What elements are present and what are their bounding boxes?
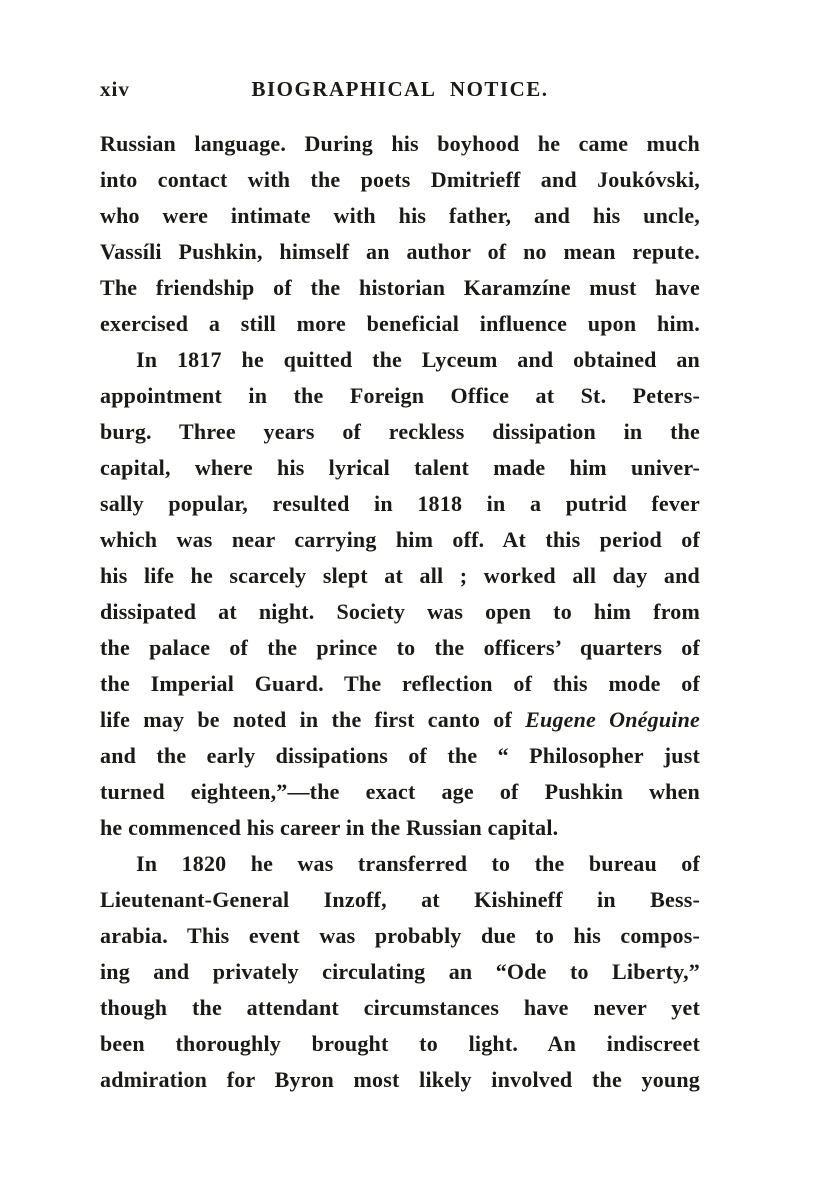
text-line: appointment in the Foreign Office at St. Peters- xyxy=(100,383,700,408)
text-line: and the early dissipations of the “ Philosopher just xyxy=(100,743,700,768)
text-line: turned eighteen,”—the exact age of Pushkin when xyxy=(100,779,700,804)
text-line-with-italic xyxy=(100,702,700,738)
text-line: exercised a still more beneficial influence upon him. xyxy=(100,311,700,336)
text-line: Russian language. During his boyhood he came much xyxy=(100,131,700,156)
text-line: which was near carrying him off. At this period of xyxy=(100,527,700,552)
text-line: his life he scarcely slept at all ; worked all day and xyxy=(100,563,700,588)
page-text xyxy=(100,126,700,1098)
text-line: the palace of the prince to the officers’ quarters of xyxy=(100,635,700,660)
text-line: been thoroughly brought to light. An indiscreet xyxy=(100,1031,700,1056)
text-segment: life may be noted in the first canto of xyxy=(100,707,526,732)
text-line: into contact with the poets Dmitrieff and Joukóvski, xyxy=(100,167,700,192)
text-line: In 1820 he was transferred to the bureau of xyxy=(136,851,700,876)
text-line: who were intimate with his father, and his uncle, xyxy=(100,203,700,228)
text-line: dissipated at night. Society was open to him from xyxy=(100,599,700,624)
running-title: BIOGRAPHICAL NOTICE. xyxy=(251,77,549,101)
text-line: arabia. This event was probably due to his compos- xyxy=(100,923,700,948)
text-line: he commenced his career in the Russian capital. xyxy=(100,815,559,840)
text-line: capital, where his lyrical talent made him univer- xyxy=(100,455,700,480)
text-line: ing and privately circulating an “Ode to Liberty,” xyxy=(100,959,700,984)
text-line: Vassíli Pushkin, himself an author of no mean repute. xyxy=(100,239,700,264)
italic-book-title: Eugene Onéguine xyxy=(525,707,700,732)
text-line: sally popular, resulted in 1818 in a putrid fever xyxy=(100,491,700,516)
text-line: the Imperial Guard. The reflection of this mode of xyxy=(100,671,700,696)
text-line: The friendship of the historian Karamzíne must have xyxy=(100,275,700,300)
text-line: admiration for Byron most likely involved the young xyxy=(100,1067,700,1092)
text-line: though the attendant circumstances have never yet xyxy=(100,995,700,1020)
text-line: burg. Three years of reckless dissipation in the xyxy=(100,419,700,444)
page-number: xiv xyxy=(100,77,130,101)
text-line: In 1817 he quitted the Lyceum and obtained an xyxy=(136,347,700,372)
text-line: Lieutenant-General Inzoff, at Kishineff in Bess- xyxy=(100,887,700,912)
page-header xyxy=(100,76,700,102)
